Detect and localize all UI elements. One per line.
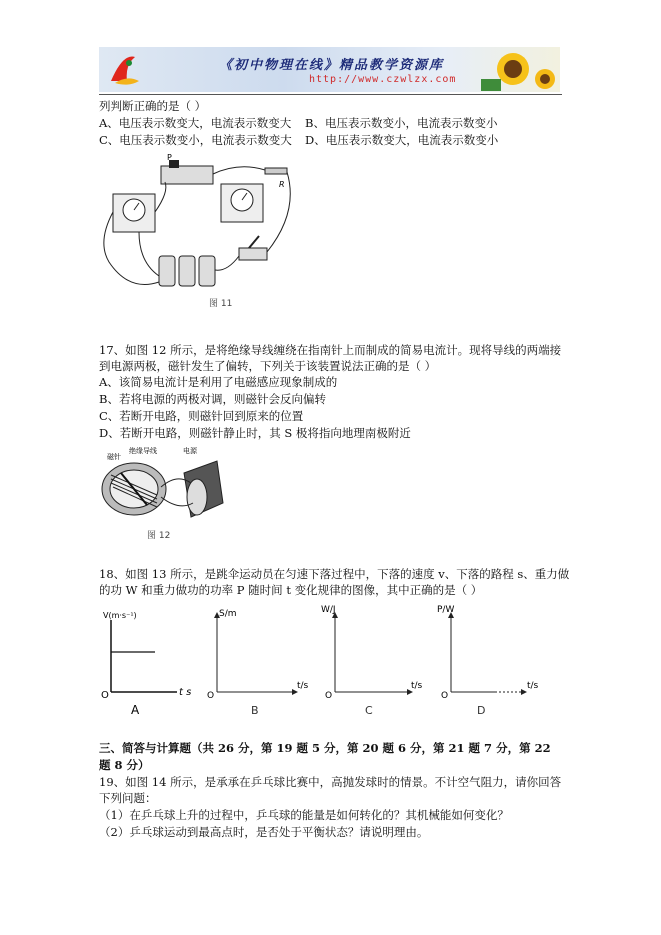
graph-d [437,605,539,717]
graph-a-letter: A [131,703,140,717]
section-3-heading-2: 题 8 分） [99,758,150,772]
label-wire: 绝缘导线 [129,447,157,455]
q19-stem-1: 19、如图 14 所示，是承承在乒乓球比赛中，高抛发球时的情景。不计空气阻力，请你回答 [99,775,562,789]
q16-stem-tail: 列判断正确的是（ ） [99,99,207,113]
sunflower-icon [479,49,559,91]
banner-title: 《初中物理在线》精品教学资源库 [219,58,445,73]
graph-c [321,605,423,717]
q17-option-c: C、若断开电路，则磁针回到原来的位置 [99,409,304,423]
graph-a-xlabel: t s [179,687,192,698]
graph-c-letter: C [365,704,373,717]
graph-b-xlabel: t/s [297,681,309,691]
q17-option-a: A、该简易电流计是利用了电磁感应现象制成的 [99,375,338,389]
graph-b [207,609,309,717]
q18-stem-1: 18、如图 13 所示，是跳伞运动员在匀速下落过程中，下落的速度 v、下落的路程 s、重力做 [99,567,570,581]
battery-icon [159,256,175,286]
label-p: P [167,153,172,162]
banner-url: http://www.czwlzx.com [309,74,457,85]
q18-stem-2: 的功 W 和重力做功的功率 P 随时间 t 变化规律的图像，其中正确的是（ ） [99,583,483,597]
q17-stem-1: 17、如图 12 所示，是将绝缘导线缠绕在指南针上而制成的简易电流计。现将导线的两端接 [99,343,562,357]
label-r: R [279,180,285,189]
graph-c-xlabel: t/s [411,681,423,691]
q17-option-d: D、若断开电路，则磁针静止时，其 S 极将指向地理南极附近 [99,426,411,440]
graph-c-ylabel: W/J [321,605,336,615]
q19-sub-2: （2）乒乓球运动到最高点时，是否处于平衡状态？请说明理由。 [99,825,429,839]
battery-icon [199,256,215,286]
q16-option-b: B、电压表示数变小，电流表示数变小 [305,116,498,130]
label-needle: 磁针 [107,453,121,461]
section-3-heading-1: 三、简答与计算题（共 26 分，第 19 题 5 分，第 20 题 6 分，第 21 题 7 分，第 22 [99,741,551,755]
rheostat [161,166,213,184]
figure-11-caption: 图 11 [209,299,233,309]
header-rule [99,94,562,95]
label-source: 电源 [183,447,197,455]
q19-stem-2: 下列问题： [99,791,157,805]
graph-b-origin: O [207,691,215,701]
battery-icon [179,256,195,286]
graph-a-origin: O [101,690,109,701]
graph-b-ylabel: S/m [219,609,237,619]
switch-icon [239,248,267,260]
site-logo-icon [105,51,145,89]
graph-d-xlabel: t/s [527,681,539,691]
graph-a-ylabel: V(m·s⁻¹) [103,611,137,620]
header-banner [99,47,560,92]
figure-12-caption: 图 12 [147,531,171,541]
graph-b-letter: B [251,704,259,717]
graph-d-ylabel: P/W [437,605,455,615]
graph-d-origin: O [441,691,449,701]
graph-d-letter: D [477,704,486,717]
figure-11-circuit [99,152,299,312]
figure-12-compass-galvanometer [99,443,229,543]
q16-option-a: A、电压表示数变大，电流表示数变大 [99,116,292,130]
graph-c-origin: O [325,691,333,701]
q17-stem-2: 到电源两极，磁针发生了偏转，下列关于该装置说法正确的是（ ） [99,359,437,373]
figure-13-graphs [99,602,554,720]
q16-option-d: D、电压表示数变大，电流表示数变小 [305,133,499,147]
q19-sub-1: （1）在乒乓球上升的过程中，乒乓球的能量是如何转化的？其机械能如何变化？ [99,808,509,822]
graph-a [101,611,191,717]
q17-option-b: B、若将电源的两极对调，则磁针会反向偏转 [99,392,326,406]
q16-option-c: C、电压表示数变小，电流表示数变大 [99,133,292,147]
resistor-icon [265,168,287,174]
